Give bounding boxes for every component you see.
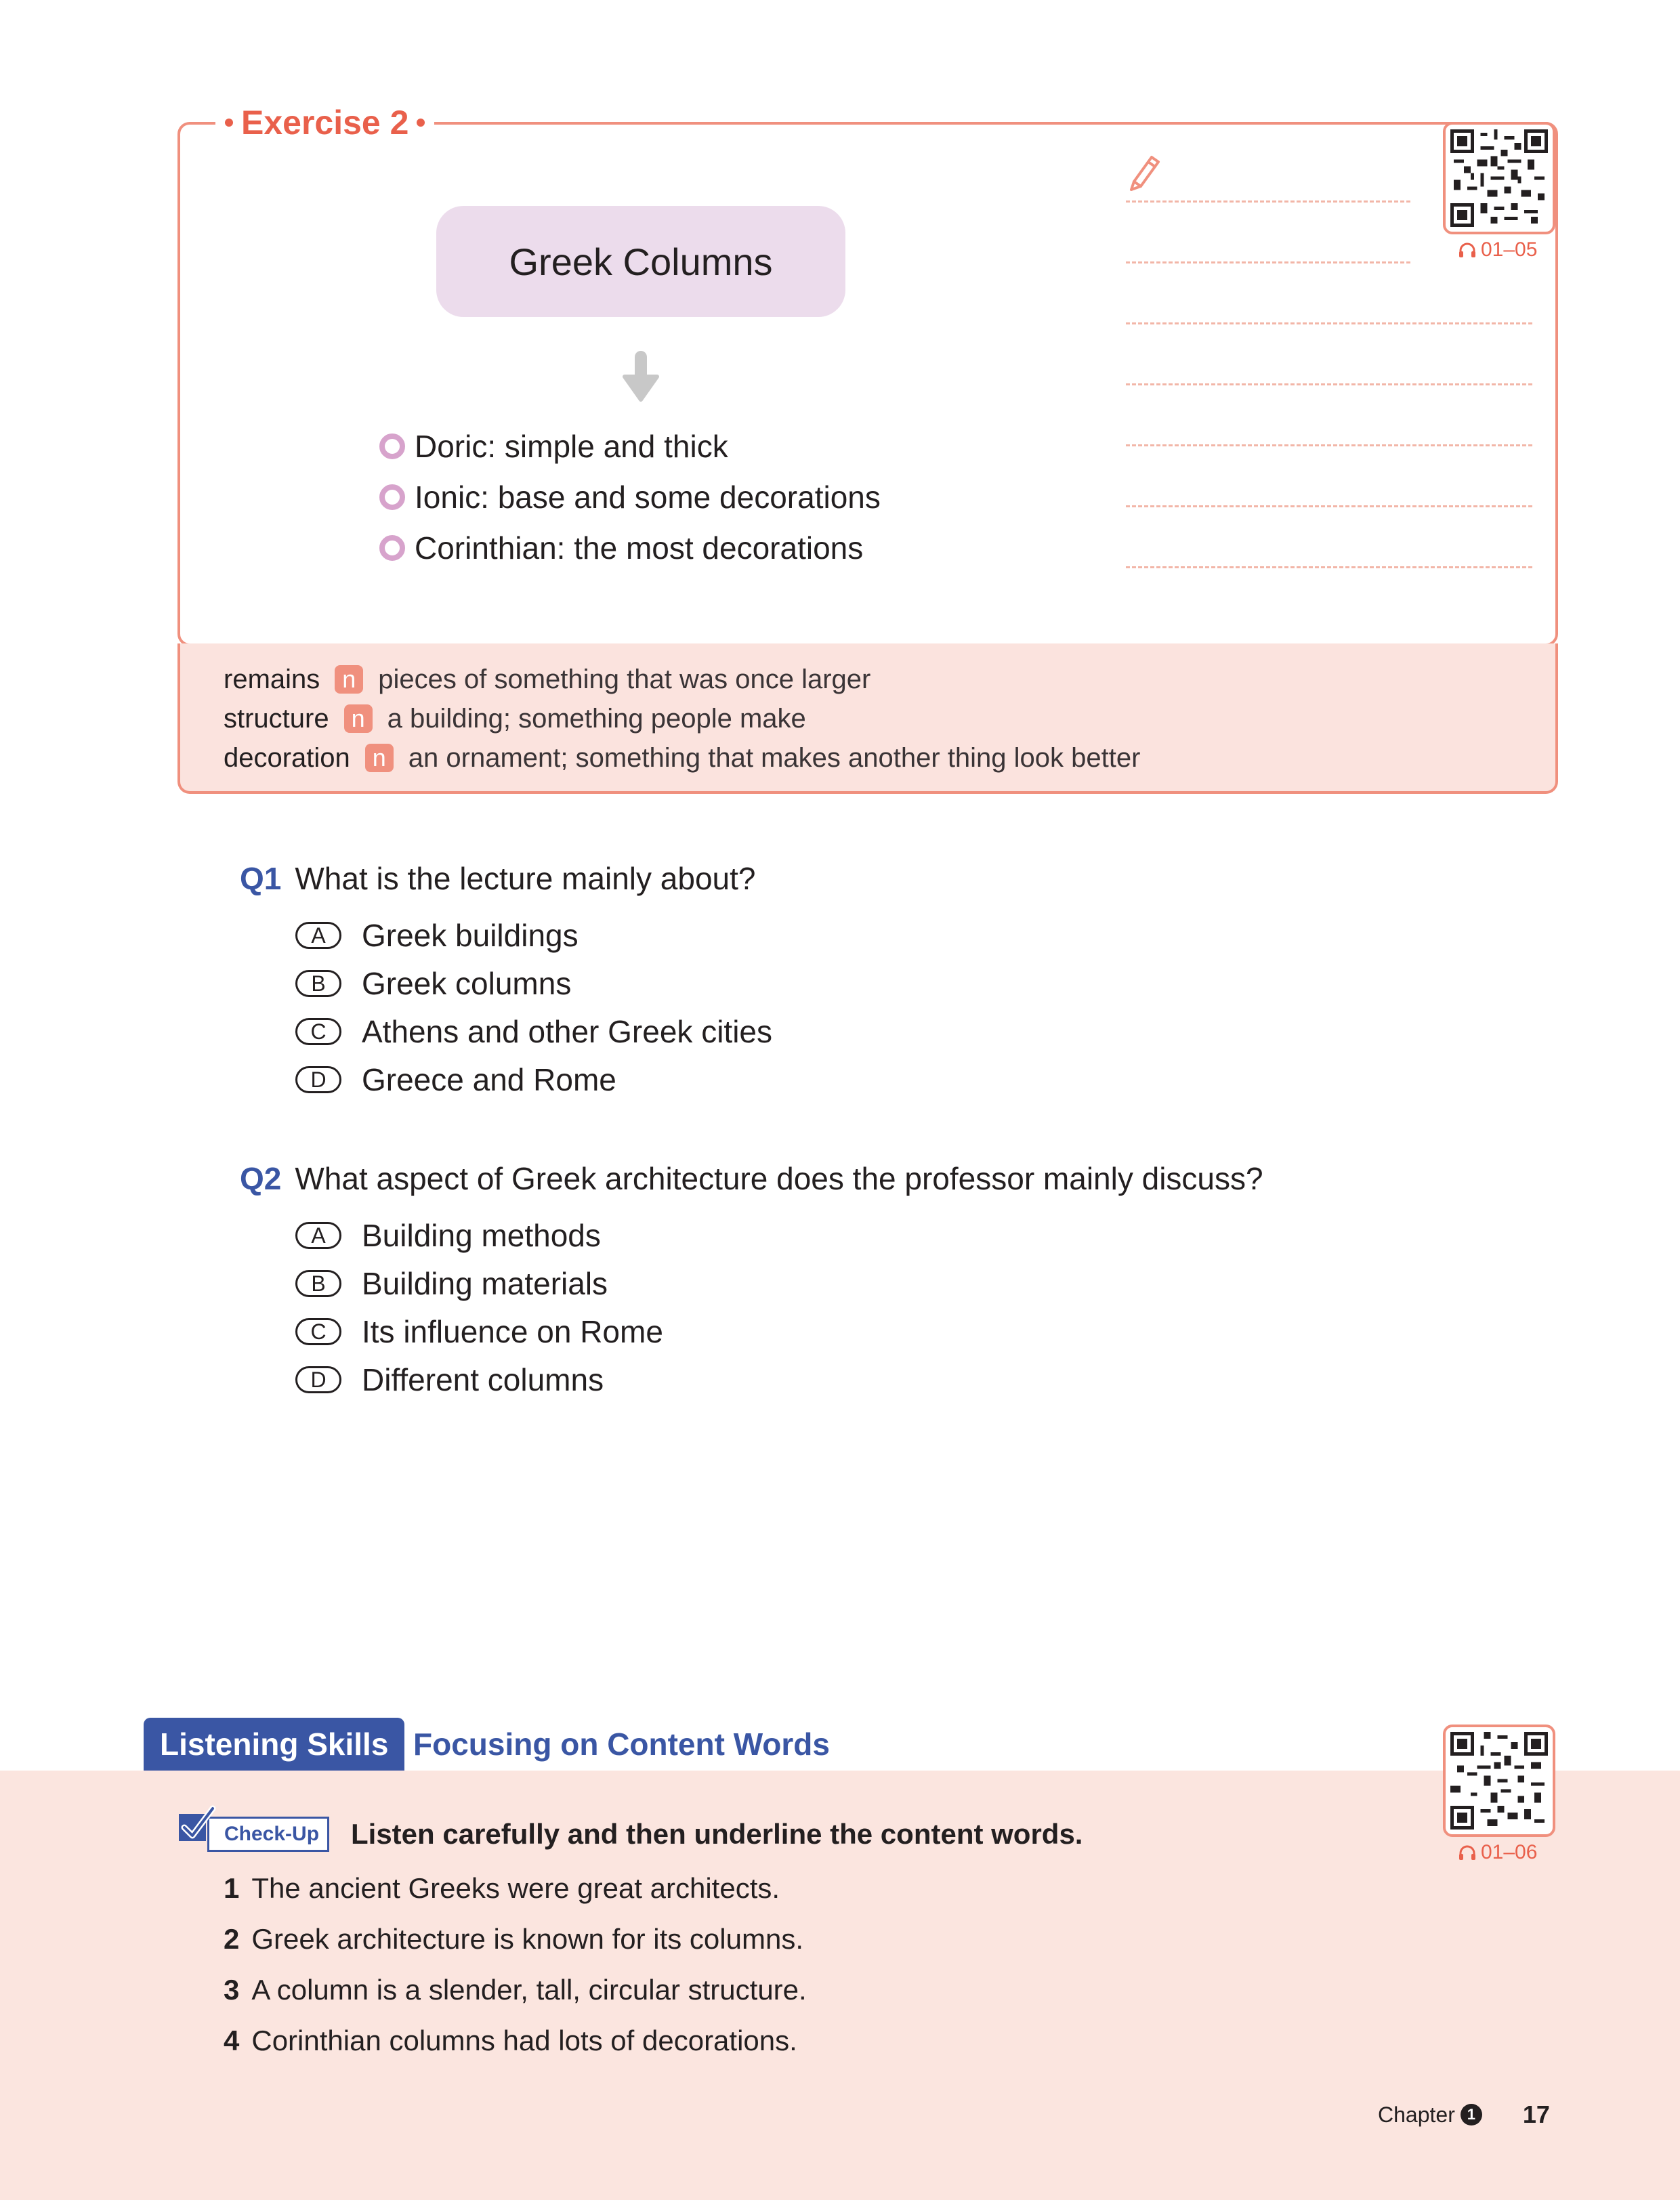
option-text: Building materials — [362, 1266, 608, 1301]
note-line[interactable] — [1126, 444, 1532, 446]
vocab-word: remains — [224, 664, 320, 694]
exercise-sentence — [224, 1918, 803, 1961]
chapter-number: 1 — [1461, 2104, 1482, 2125]
exercise-header — [215, 99, 434, 146]
audio-track-label[interactable] — [1458, 238, 1537, 261]
question — [240, 1155, 1263, 1202]
vocab-entry — [224, 739, 1140, 777]
vocab-word: decoration — [224, 742, 350, 773]
answer-option[interactable] — [295, 1212, 601, 1259]
audio-track-number: 01–05 — [1481, 238, 1538, 261]
part-of-speech-badge: n — [344, 704, 373, 733]
option-letter[interactable]: B — [295, 1270, 341, 1297]
sentence-text: A column is a slender, tall, circular structure. — [251, 1974, 807, 2006]
page-number: 17 — [1522, 2100, 1550, 2128]
bullet-ring-icon — [379, 484, 405, 510]
question — [240, 855, 756, 902]
option-letter[interactable]: A — [295, 922, 341, 949]
topic-heading: Greek Columns — [436, 206, 845, 317]
sentence-text: The ancient Greeks were great architects. — [251, 1872, 780, 1904]
qr-code-icon[interactable] — [1443, 122, 1555, 234]
sentence-number: 4 — [224, 2025, 240, 2056]
title-dot-left — [225, 119, 233, 127]
audio-track-number: 01–06 — [1481, 1841, 1538, 1863]
answer-option[interactable] — [295, 1356, 604, 1403]
sentence-text: Greek architecture is known for its columns. — [251, 1923, 803, 1955]
exercise-sentence — [224, 2019, 797, 2062]
option-letter[interactable]: B — [295, 970, 341, 997]
qr-code-icon[interactable] — [1443, 1725, 1555, 1837]
note-line[interactable] — [1126, 200, 1410, 203]
listening-skills-tab: Listening Skills — [144, 1718, 404, 1771]
checkup-instruction: Listen carefully and then underline the content words. — [351, 1818, 1083, 1850]
option-letter[interactable]: C — [295, 1318, 341, 1345]
vocab-entry — [224, 660, 870, 698]
note-line[interactable] — [1126, 566, 1532, 568]
answer-option[interactable] — [295, 1260, 608, 1307]
sentence-number: 3 — [224, 1974, 240, 2006]
qr-code-pattern — [1450, 1732, 1548, 1829]
question-text: What is the lecture mainly about? — [295, 861, 756, 896]
qr-code-pattern — [1450, 129, 1548, 227]
checkmark-icon — [175, 1804, 217, 1846]
title-dot-right — [417, 119, 425, 127]
sentence-number: 1 — [224, 1872, 240, 1904]
question-number: Q1 — [240, 861, 282, 896]
topic-point — [379, 524, 863, 572]
checkup-label: Check-Up — [207, 1817, 329, 1852]
vocab-definition: a building; something people make — [387, 703, 806, 734]
option-letter[interactable]: A — [295, 1222, 341, 1249]
headphones-icon — [1458, 241, 1477, 259]
option-letter[interactable]: D — [295, 1066, 341, 1093]
chapter-label: Chapter — [1378, 2102, 1455, 2127]
part-of-speech-badge: n — [365, 744, 394, 772]
topic-point-text: Corinthian: the most decorations — [415, 530, 864, 566]
note-line[interactable] — [1126, 261, 1410, 263]
note-line[interactable] — [1126, 322, 1532, 324]
question-number: Q2 — [240, 1161, 282, 1196]
answer-option[interactable] — [295, 960, 571, 1007]
option-text: Athens and other Greek cities — [362, 1014, 772, 1049]
option-text: Different columns — [362, 1362, 604, 1397]
vocab-definition: pieces of something that was once larger — [378, 664, 871, 694]
sentence-text: Corinthian columns had lots of decorations. — [251, 2025, 797, 2056]
option-text: Its influence on Rome — [362, 1314, 663, 1349]
option-letter[interactable]: D — [295, 1366, 341, 1393]
note-line[interactable] — [1126, 383, 1532, 385]
topic-point-text: Ionic: base and some decorations — [415, 480, 881, 515]
topic-point-text: Doric: simple and thick — [415, 429, 728, 464]
bullet-ring-icon — [379, 535, 405, 561]
topic-point — [379, 423, 728, 470]
vocab-word: structure — [224, 703, 329, 734]
part-of-speech-badge: n — [335, 665, 363, 694]
answer-option[interactable] — [295, 1056, 616, 1103]
topic-point — [379, 473, 881, 521]
option-text: Building methods — [362, 1218, 601, 1253]
note-line[interactable] — [1126, 505, 1532, 507]
vocab-definition: an ornament; something that makes another thing look better — [408, 742, 1141, 773]
arrow-down-icon — [622, 351, 660, 402]
option-text: Greece and Rome — [362, 1062, 616, 1097]
headphones-icon — [1458, 1844, 1477, 1861]
answer-option[interactable] — [295, 912, 579, 959]
option-text: Greek columns — [362, 966, 572, 1001]
vocab-entry — [224, 700, 806, 738]
exercise-sentence — [224, 1867, 780, 1910]
answer-option[interactable] — [295, 1308, 663, 1355]
answer-option[interactable] — [295, 1008, 772, 1055]
option-text: Greek buildings — [362, 918, 579, 953]
bullet-ring-icon — [379, 433, 405, 459]
pencil-icon — [1125, 150, 1162, 191]
sentence-number: 2 — [224, 1923, 240, 1955]
question-text: What aspect of Greek architecture does the professor mainly discuss? — [295, 1161, 1263, 1196]
exercise-title: Exercise 2 — [241, 104, 409, 142]
listening-skills-subtitle: Focusing on Content Words — [413, 1727, 830, 1762]
page-footer — [1378, 2096, 1550, 2134]
audio-track-label[interactable] — [1458, 1841, 1537, 1864]
option-letter[interactable]: C — [295, 1018, 341, 1045]
exercise-sentence — [224, 1968, 807, 2012]
